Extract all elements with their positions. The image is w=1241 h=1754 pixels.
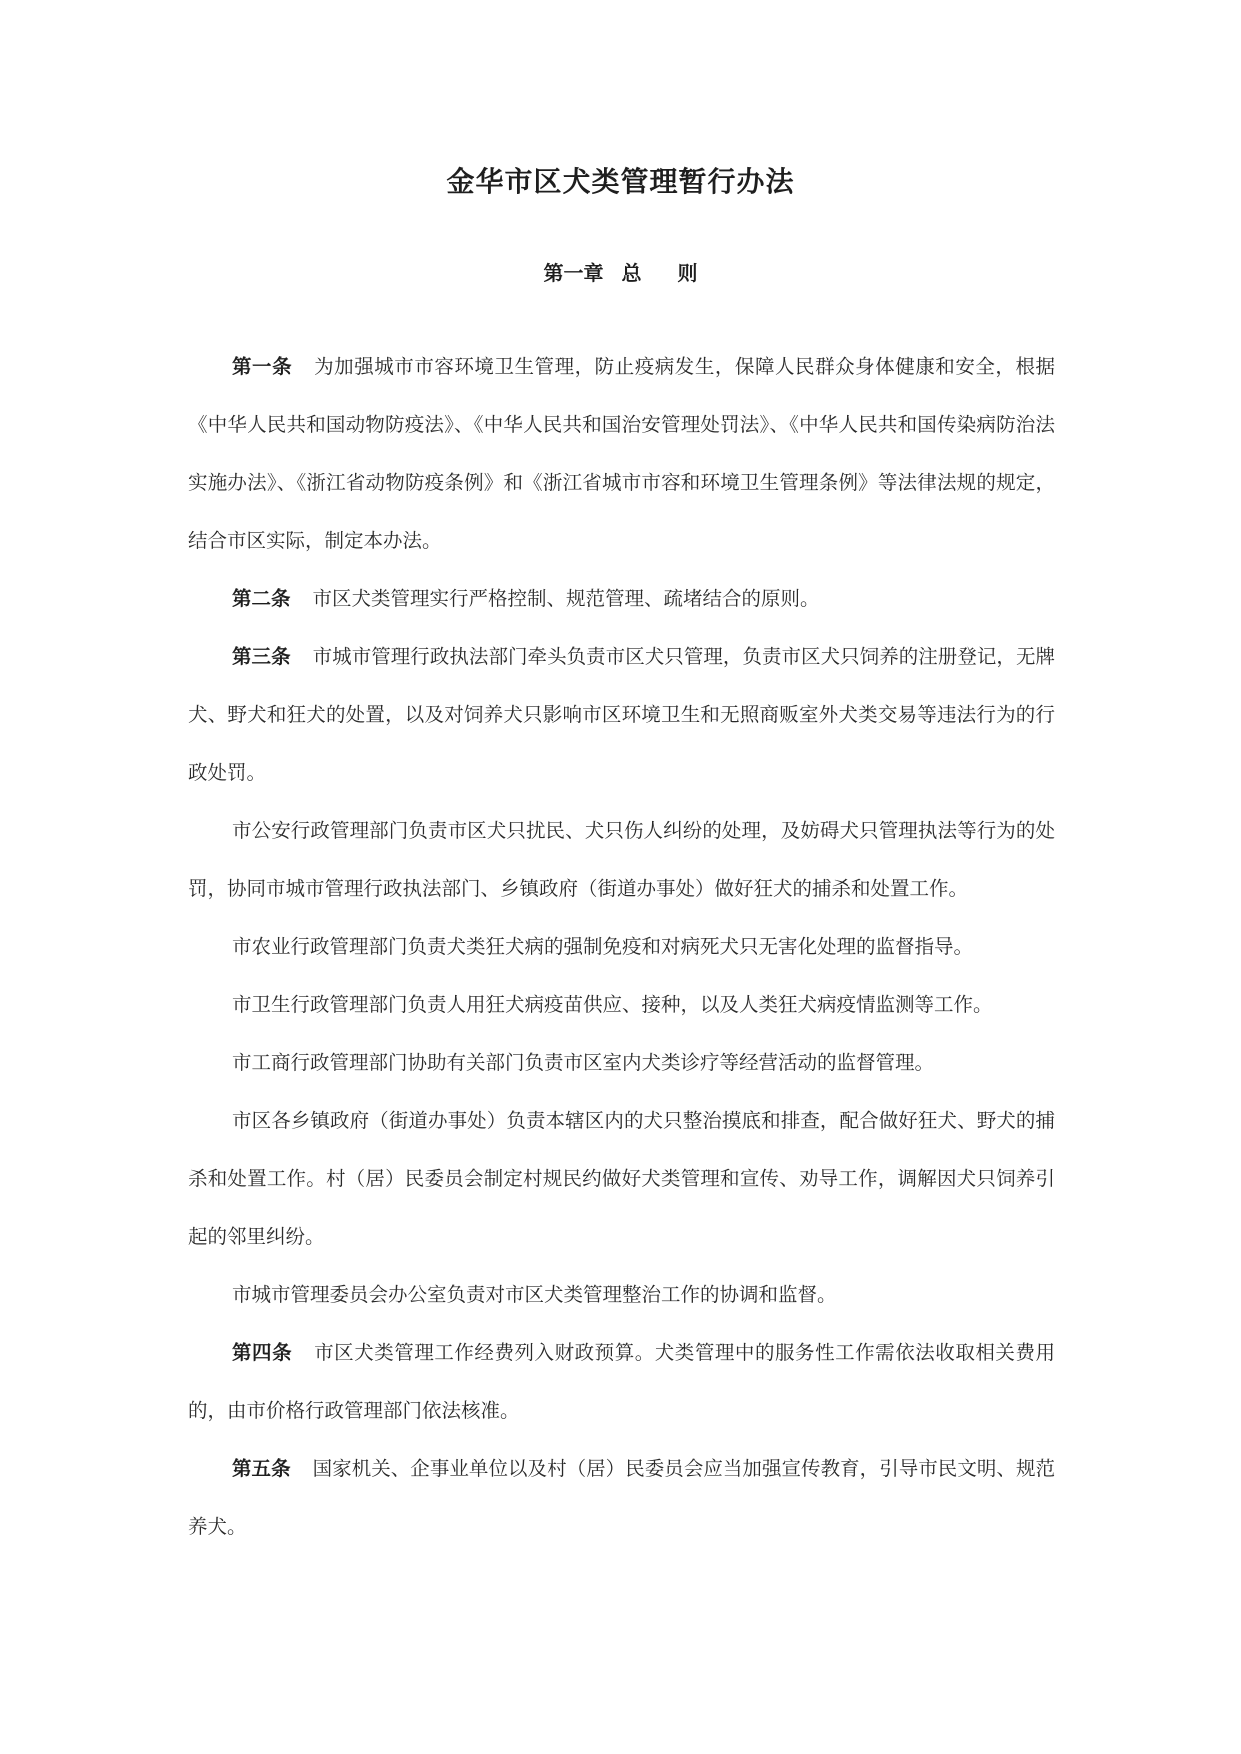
chapter-name-part-1: 总 bbox=[621, 261, 642, 285]
paragraph-text: 市工商行政管理部门协助有关部门负责市区室内犬类诊疗等经营活动的监督管理。 bbox=[232, 1051, 935, 1074]
paragraph-text: 市城市管理行政执法部门牵头负责市区犬只管理，负责市区犬只饲养的注册登记，无牌犬、野犬和狂犬的处置，以及对饲养犬只影响市区环境卫生和无照商贩室外犬类交易等违法行为的行政处罚。 bbox=[188, 645, 1055, 784]
paragraph-text: 市城市管理委员会办公室负责对市区犬类管理整治工作的协调和监督。 bbox=[232, 1283, 837, 1306]
paragraph-text: 市区各乡镇政府（街道办事处）负责本辖区内的犬只整治摸底和排查，配合做好狂犬、野犬的捕杀和处置工作。村（居）民委员会制定村规民约做好犬类管理和宣传、劝导工作，调解因犬只饲养引起的邻里纠纷。 bbox=[188, 1109, 1055, 1248]
article-label: 第一条 bbox=[232, 355, 293, 378]
document-body bbox=[188, 338, 1055, 1556]
chapter-name-part-2: 则 bbox=[677, 261, 698, 285]
article-paragraph bbox=[188, 1440, 1055, 1556]
paragraph-text: 市区犬类管理实行严格控制、规范管理、疏堵结合的原则。 bbox=[312, 587, 820, 610]
sub-paragraph bbox=[188, 1034, 1055, 1092]
paragraph-text: 为加强城市市容环境卫生管理，防止疫病发生，保障人民群众身体健康和安全，根据《中华人民共和国动物防疫法》、《中华人民共和国治安管理处罚法》、《中华人民共和国传染病防治法实施办法》、《浙江省动物防疫条例》和《浙江省城市市容和环境卫生管理条例》等法律法规的规定，结合市区实际，制定本办法。 bbox=[188, 355, 1055, 552]
paragraph-text: 市农业行政管理部门负责犬类狂犬病的强制免疫和对病死犬只无害化处理的监督指导。 bbox=[232, 935, 974, 958]
article-label: 第二条 bbox=[232, 587, 291, 610]
paragraph-text: 国家机关、企事业单位以及村（居）民委员会应当加强宣传教育，引导市民文明、规范养犬。 bbox=[188, 1457, 1055, 1538]
article-label: 第五条 bbox=[232, 1457, 291, 1480]
sub-paragraph bbox=[188, 918, 1055, 976]
article-paragraph bbox=[188, 1324, 1055, 1440]
chapter-heading bbox=[0, 257, 1241, 286]
article-paragraph bbox=[188, 338, 1055, 570]
paragraph-text: 市公安行政管理部门负责市区犬只扰民、犬只伤人纠纷的处理，及妨碍犬只管理执法等行为的处罚，协同市城市管理行政执法部门、乡镇政府（街道办事处）做好狂犬的捕杀和处置工作。 bbox=[188, 819, 1055, 900]
chapter-number: 第一章 bbox=[543, 261, 604, 285]
article-paragraph bbox=[188, 570, 1055, 628]
paragraph-text: 市区犬类管理工作经费列入财政预算。犬类管理中的服务性工作需依法收取相关费用的，由市价格行政管理部门依法核准。 bbox=[188, 1341, 1055, 1422]
article-label: 第三条 bbox=[232, 645, 291, 668]
sub-paragraph bbox=[188, 802, 1055, 918]
paragraph-text: 市卫生行政管理部门负责人用狂犬病疫苗供应、接种，以及人类狂犬病疫情监测等工作。 bbox=[232, 993, 993, 1016]
article-label: 第四条 bbox=[232, 1341, 293, 1364]
document-title: 金华市区犬类管理暂行办法 bbox=[446, 165, 795, 198]
sub-paragraph bbox=[188, 1266, 1055, 1324]
article-paragraph bbox=[188, 628, 1055, 802]
sub-paragraph bbox=[188, 976, 1055, 1034]
sub-paragraph bbox=[188, 1092, 1055, 1266]
